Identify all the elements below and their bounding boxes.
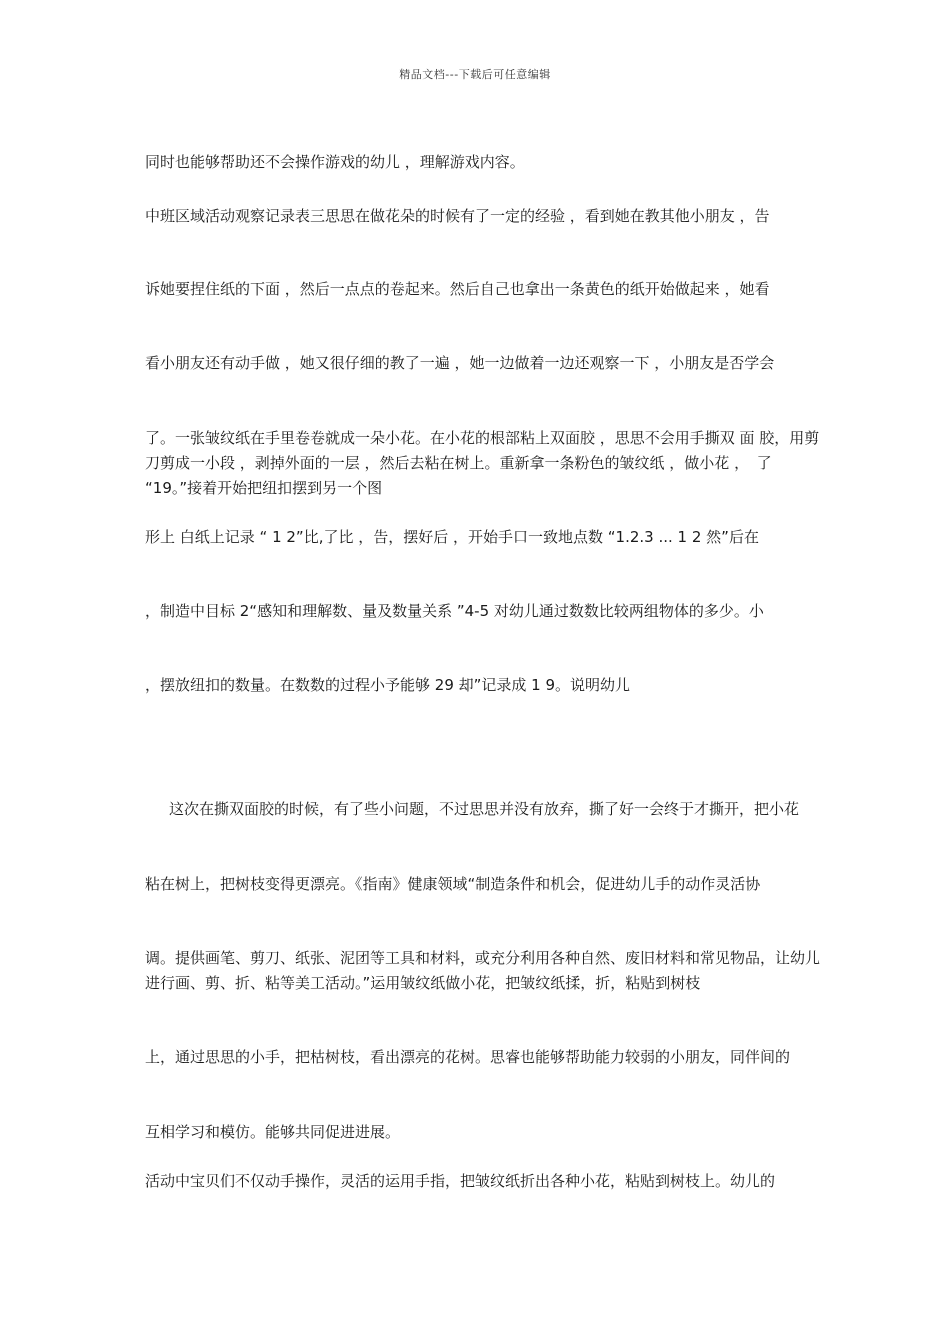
paragraph-14: 活动中宝贝们不仅动手操作，灵活的运用手指，把皱纹纸折出各种小花，粘贴到树枝上。幼儿的 [145, 1172, 776, 1190]
paragraph-13: 互相学习和模仿。能够共同促进进展。 [145, 1123, 401, 1141]
paragraph-12: 上，通过思思的小手，把枯树枝，看出漂亮的花树。思睿也能够帮助能力较弱的小朋友，同伴间的 [145, 1048, 791, 1066]
paragraph-1: 同时也能够帮助还不会操作游戏的幼儿 ，理解游戏内容。 [145, 153, 525, 171]
paragraph-6: 形上 白纸上记录 “ 1 2”比,了比 ，告，摆好后 ，开始手口一致地点数 “1.2.3 ... 1 2 然”后在 [145, 528, 759, 546]
paragraph-10: 粘在树上，把树枝变得更漂亮。《指南》健康领域“制造条件和机会，促进幼儿手的动作灵活协 [145, 875, 761, 893]
paragraph-3: 诉她要捏住纸的下面 ，然后一点点的卷起来。然后自己也拿出一条黄色的纸开始做起来 ，她看 [145, 280, 770, 298]
paragraph-8: ，摆放纽扣的数量。在数数的过程小予能够 29 却”记录成 1 9。说明幼儿 [145, 676, 631, 694]
page-header: 精品文档---下载后可任意编辑 [399, 68, 551, 81]
paragraph-2: 中班区域活动观察记录表三思思在做花朵的时候有了一定的经验 ，看到她在教其他小朋友 ，告 [145, 207, 770, 225]
paragraph-5: 了。一张皱纹纸在手里卷卷就成一朵小花。在小花的根部粘上双面胶 ，思思不会用手撕双 面 胶，用剪刀剪成一小段 ，剥掉外面的一层 ，然后去粘在树上。重新拿一条粉色的皱纹纸 ，做小花 ， 了 “19。”接着开始把纽扣摆到另一个图 [145, 429, 820, 497]
paragraph-11: 调。提供画笔、剪刀、纸张、泥团等工具和材料，或充分利用各种自然、废旧材料和常见物品，让幼儿进行画、剪、折、粘等美工活动。”运用皱纹纸做小花，把皱纹纸揉，折，粘贴到树枝 [145, 949, 821, 992]
paragraph-9: 这次在撕双面胶的时候，有了些小问题，不过思思并没有放弃，撕了好一会终于才撕开，把小花 [169, 800, 800, 818]
paragraph-7: ，制造中目标 2“感知和理解数、量及数量关系 ”4-5 对幼儿通过数数比较两组物体的多少。小 [145, 602, 764, 620]
paragraph-4: 看小朋友还有动手做 ，她又很仔细的教了一遍 ，她一边做着一边还观察一下 ，小朋友是否学会 [145, 354, 775, 372]
